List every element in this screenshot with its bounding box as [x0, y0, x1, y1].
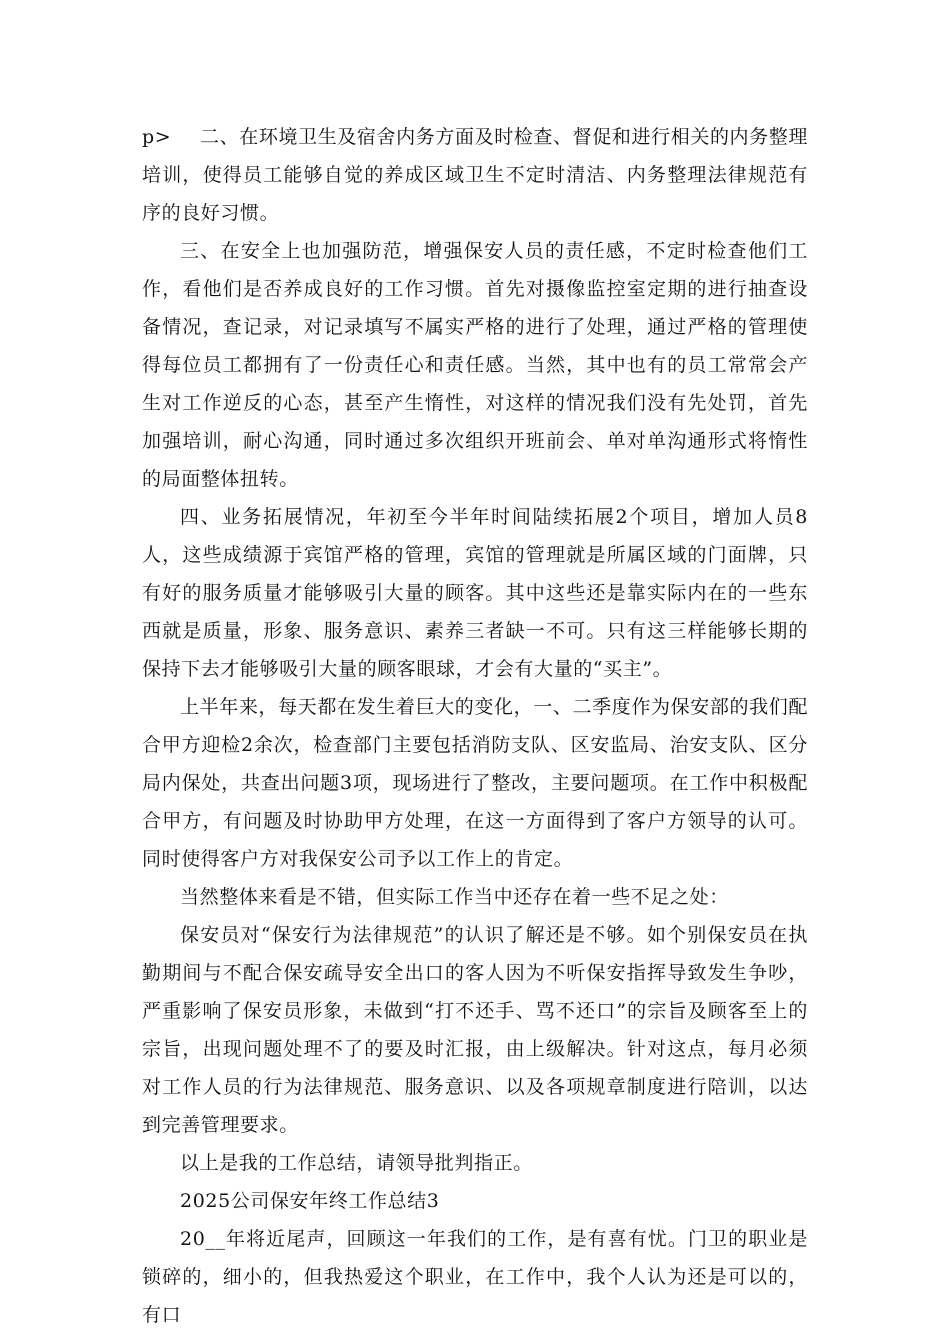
section-heading: 2025公司保安年终工作总结3 [180, 1190, 440, 1212]
paragraph-half-year-review: 上半年来，每天都在发生着巨大的变化，一、二季度作为保安部的我们配合甲方迎检2余次，检查部门主要包括消防支队、区安监局、治安支队、区分局内保处，共查出问题3项，现场进行了整改，主要问题项。在工作中积极配合甲方，有问题及时协助甲方处理，在这一方面得到了客户方领导的认可。同时使得客户方对我保安公司予以工作上的肯定。 [142, 696, 808, 870]
paragraph-text: 二、在环境卫生及宿舍内务方面及时检查、督促和进行相关的内务整理培训，使得员工能够自觉的养成区域卫生不定时清洁、内务整理法律规范有序的良好习惯。 [142, 126, 808, 224]
lead-fragment: p> [142, 126, 172, 148]
paragraph-shortcomings-intro: 当然整体来看是不错，但实际工作当中还存在着一些不足之处： [180, 886, 729, 908]
document-body [142, 118, 808, 1334]
paragraph-closing: 以上是我的工作总结，请领导批判指正。 [180, 1152, 533, 1174]
paragraph-year-end-intro: 20__年将近尾声，回顾这一年我们的工作，是有喜有忧。门卫的职业是锁碎的，细小的，但我热爱这个职业，在工作中，我个人认为还是可以的，有口 [142, 1228, 808, 1326]
paragraph-environment-hygiene [142, 118, 808, 232]
paragraph-safety: 三、在安全上也加强防范，增强保安人员的责任感，不定时检查他们工作，看他们是否养成良好的工作习惯。首先对摄像监控室定期的进行抽查设备情况，查记录，对记录填写不属实严格的进行了处理，通过严格的管理使得每位员工都拥有了一份责任心和责任感。当然，其中也有的员工常常会产生对工作逆反的心态，甚至产生惰性，对这样的情况我们没有先处罚，首先加强培训，耐心沟通，同时通过多次组织开班前会、单对单沟通形式将惰性的局面整体扭转。 [142, 240, 808, 490]
paragraph-business-expansion: 四、业务拓展情况，年初至今半年时间陆续拓展2个项目，增加人员8人，这些成绩源于宾馆严格的管理，宾馆的管理就是所属区域的门面牌，只有好的服务质量才能够吸引大量的顾客。其中这些还是靠实际内在的一些东西就是质量，形象、服务意识、素养三者缺一不可。只有这三样能够长期的保持下去才能够吸引大量的顾客眼球，才会有大量的“买主”。 [142, 506, 808, 680]
paragraph-shortcomings-detail: 保安员对“保安行为法律规范”的认识了解还是不够。如个别保安员在执勤期间与不配合保安疏导安全出口的客人因为不听保安指挥导致发生争吵，严重影响了保安员形象，未做到“打不还手、骂不还口”的宗旨及顾客至上的宗旨，出现问题处理不了的要及时汇报，由上级解决。针对这点，每月必须对工作人员的行为法律规范、服务意识、以及各项规章制度进行陪训，以达到完善管理要求。 [142, 924, 808, 1136]
